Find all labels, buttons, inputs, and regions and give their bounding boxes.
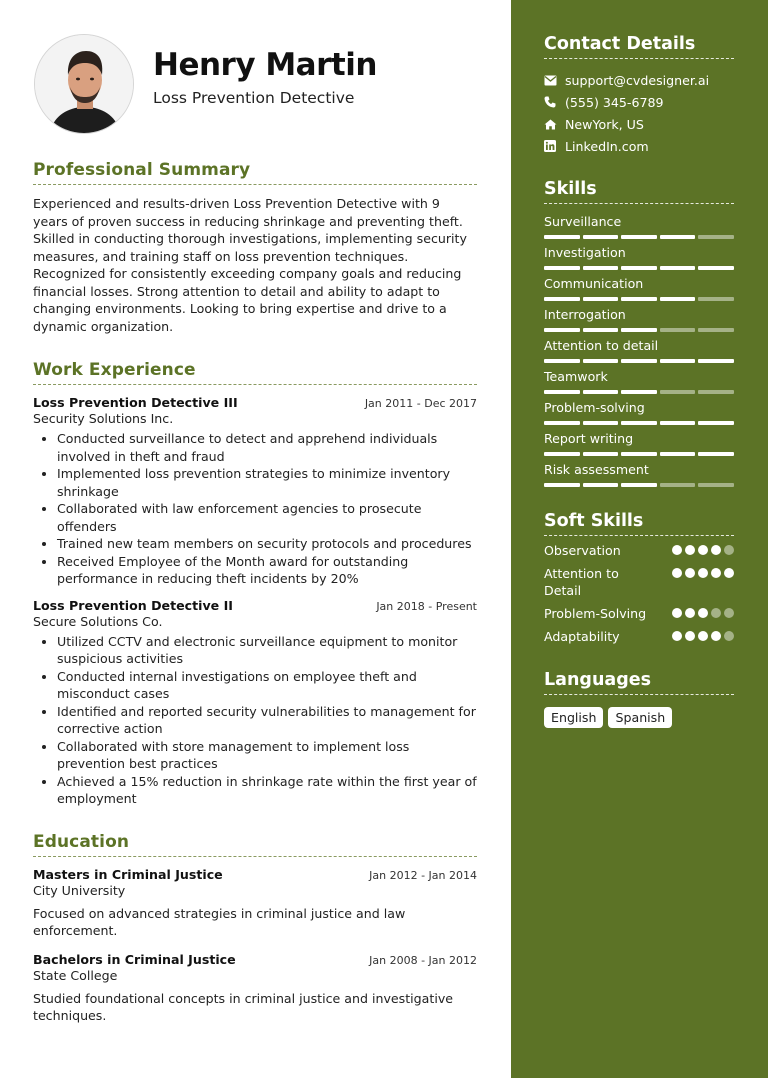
rating-dot	[698, 545, 708, 555]
person-avatar-icon	[35, 35, 134, 134]
skill-level-segment	[698, 297, 734, 301]
education-list	[33, 867, 477, 1025]
rating-dot	[672, 545, 682, 555]
education-entry	[33, 952, 477, 1025]
skill-name: Teamwork	[544, 369, 608, 384]
skill-item	[544, 276, 734, 301]
skill-name: Risk assessment	[544, 462, 649, 477]
skill-item	[544, 338, 734, 363]
skill-level-segment	[660, 266, 696, 270]
job-bullets	[33, 430, 477, 588]
contact-text: support@cvdesigner.ai	[565, 72, 710, 88]
skill-item	[544, 369, 734, 394]
rating-dot	[685, 568, 695, 578]
rating-dot	[711, 631, 721, 641]
section-title: Education	[33, 832, 477, 857]
section-title: Soft Skills	[544, 511, 734, 536]
skill-level-segment	[544, 359, 580, 363]
education-date: Jan 2008 - Jan 2012	[369, 953, 477, 967]
professional-summary-section	[33, 160, 477, 335]
skill-level-bar	[544, 266, 734, 270]
list-item: • Identified and reported security vulnerabilities to management for corrective action	[57, 703, 477, 738]
rating-dot	[711, 545, 721, 555]
list-item: • Collaborated with law enforcement agencies to prosecute offenders	[57, 500, 477, 535]
job-title: Loss Prevention Detective III	[33, 395, 238, 410]
section-title: Contact Details	[544, 34, 734, 59]
list-item: • Utilized CCTV and electronic surveillance equipment to monitor suspicious activities	[57, 633, 477, 668]
rating-dot	[698, 631, 708, 641]
skill-name: Communication	[544, 276, 644, 291]
skill-level-segment	[583, 297, 619, 301]
skill-level-segment	[660, 235, 696, 239]
rating-dot	[685, 545, 695, 555]
soft-skill-name: Observation	[544, 543, 621, 558]
language-badge: Spanish	[608, 707, 672, 728]
job-bullets	[33, 633, 477, 808]
degree-title: Bachelors in Criminal Justice	[33, 951, 236, 967]
section-title: Languages	[544, 670, 734, 695]
skill-level-segment	[621, 266, 657, 270]
contact-text: (555) 345-6789	[565, 94, 664, 110]
skill-name: Interrogation	[544, 307, 626, 322]
list-item: • Achieved a 15% reduction in shrinkage rate within the first year of employment	[57, 773, 477, 808]
skill-level-segment	[583, 359, 619, 363]
skill-level-segment	[660, 390, 696, 394]
skill-level-segment	[698, 421, 734, 425]
list-item: • Conducted internal investigations on employee theft and misconduct cases	[57, 668, 477, 703]
sidebar	[511, 0, 768, 1078]
skill-level-segment	[698, 235, 734, 239]
skill-item	[544, 245, 734, 270]
job-header	[33, 598, 477, 613]
skill-level-segment	[544, 266, 580, 270]
rating-dot	[698, 568, 708, 578]
skill-level-segment	[544, 297, 580, 301]
job-date: Jan 2018 - Present	[376, 599, 477, 613]
soft-skill-item	[544, 605, 734, 622]
job-list	[33, 395, 477, 808]
profile-photo	[34, 34, 134, 134]
soft-skill-name: Adaptability	[544, 629, 620, 644]
skill-level-segment	[544, 235, 580, 239]
candidate-role: Loss Prevention Detective	[153, 89, 355, 107]
languages-section	[544, 670, 734, 728]
contact-item	[544, 135, 734, 157]
rating-dot	[724, 631, 734, 641]
soft-skill-name: Attention to Detail	[544, 566, 619, 598]
skill-level-segment	[621, 483, 657, 487]
skill-level-segment	[583, 390, 619, 394]
skill-level-segment	[660, 421, 696, 425]
skill-level-segment	[660, 328, 696, 332]
soft-skill-rating	[672, 568, 734, 578]
skill-level-bar	[544, 297, 734, 301]
education-header	[33, 867, 477, 882]
linkedin-icon	[544, 140, 565, 152]
language-badge: English	[544, 707, 603, 728]
home-icon	[544, 119, 565, 130]
job-company: Security Solutions Inc.	[33, 411, 174, 426]
skill-item	[544, 462, 734, 487]
phone-icon	[544, 96, 565, 108]
skill-level-segment	[621, 297, 657, 301]
skill-level-segment	[621, 235, 657, 239]
education-entry	[33, 867, 477, 940]
skill-item	[544, 307, 734, 332]
skill-level-segment	[698, 390, 734, 394]
skill-level-segment	[583, 483, 619, 487]
education-section	[33, 832, 477, 1025]
skill-level-segment	[583, 235, 619, 239]
section-title: Professional Summary	[33, 160, 477, 185]
job-title: Loss Prevention Detective II	[33, 597, 233, 613]
skill-level-segment	[621, 328, 657, 332]
skill-level-segment	[660, 452, 696, 456]
education-header	[33, 952, 477, 967]
job-header	[33, 395, 477, 410]
skill-level-segment	[583, 328, 619, 332]
skill-level-segment	[621, 452, 657, 456]
soft-skill-rating	[672, 608, 734, 618]
job-entry	[33, 395, 477, 588]
soft-skill-rating	[672, 545, 734, 555]
soft-skill-item	[544, 542, 734, 559]
rating-dot	[724, 568, 734, 578]
contact-text: LinkedIn.com	[565, 138, 649, 154]
list-item: • Trained new team members on security protocols and procedures	[57, 535, 477, 553]
skill-level-segment	[698, 266, 734, 270]
skill-level-segment	[544, 390, 580, 394]
skill-level-segment	[621, 359, 657, 363]
soft-skill-item	[544, 565, 734, 599]
rating-dot	[711, 608, 721, 618]
education-description: Focused on advanced strategies in criminal justice and law enforcement.	[33, 905, 406, 938]
soft-skill-name: Problem-Solving	[544, 606, 647, 621]
skill-level-segment	[583, 266, 619, 270]
rating-dot	[698, 608, 708, 618]
skill-level-segment	[660, 359, 696, 363]
contact-section	[544, 34, 734, 157]
skill-name: Investigation	[544, 245, 626, 260]
job-date: Jan 2011 - Dec 2017	[364, 397, 477, 410]
rating-dot	[672, 568, 682, 578]
job-entry	[33, 598, 477, 808]
list-item: • Implemented loss prevention strategies to minimize inventory shrinkage	[57, 465, 477, 500]
skill-level-bar	[544, 390, 734, 394]
skill-level-segment	[660, 297, 696, 301]
skill-level-bar	[544, 421, 734, 425]
skill-level-bar	[544, 359, 734, 363]
skill-item	[544, 214, 734, 239]
education-date: Jan 2012 - Jan 2014	[369, 868, 477, 882]
work-experience-section	[33, 360, 477, 808]
rating-dot	[711, 568, 721, 578]
resume-header	[33, 0, 477, 160]
skills-section	[544, 179, 734, 487]
contact-item	[544, 91, 734, 113]
skills-list	[544, 214, 734, 487]
school-name: City University	[33, 882, 126, 898]
skill-level-segment	[544, 328, 580, 332]
rating-dot	[672, 608, 682, 618]
envelope-icon	[544, 75, 565, 86]
language-list	[544, 707, 734, 728]
skill-level-segment	[621, 390, 657, 394]
skill-level-segment	[698, 328, 734, 332]
degree-title: Masters in Criminal Justice	[33, 866, 223, 882]
skill-name: Attention to detail	[544, 338, 659, 353]
rating-dot	[724, 608, 734, 618]
skill-level-segment	[698, 359, 734, 363]
summary-text: Experienced and results-driven Loss Prevention Detective with 9 years of proven success in reducing shrinkage and preventing theft. Skilled in conducting thorough investigations, implementing security measures, and training staff on loss prevention techniques. Recognized for consistently exceeding company goals and reducing financial losses. Strong attention to detail and ability to adapt to changing environments. Looking to bring expertise and drive to a dynamic organization.	[33, 196, 467, 334]
rating-dot	[685, 631, 695, 641]
list-item: • Collaborated with store management to implement loss prevention best practices	[57, 738, 477, 773]
skill-level-segment	[621, 421, 657, 425]
soft-skills-list	[544, 542, 734, 645]
skill-level-bar	[544, 452, 734, 456]
skill-level-segment	[544, 452, 580, 456]
contact-list	[544, 69, 734, 157]
education-description: Studied foundational concepts in criminal justice and investigative techniques.	[33, 990, 454, 1023]
skill-level-segment	[698, 483, 734, 487]
skill-level-segment	[583, 452, 619, 456]
skill-item	[544, 400, 734, 425]
skill-name: Report writing	[544, 431, 634, 446]
list-item: • Conducted surveillance to detect and apprehend individuals involved in theft and fraud	[57, 430, 477, 465]
candidate-name: Henry Martin	[153, 47, 377, 83]
skill-level-segment	[583, 421, 619, 425]
skill-level-segment	[660, 483, 696, 487]
skill-name: Surveillance	[544, 214, 622, 229]
list-item: • Received Employee of the Month award for outstanding performance in reducing theft incidents by 20%	[57, 553, 477, 588]
contact-text: NewYork, US	[565, 116, 644, 132]
skill-level-bar	[544, 483, 734, 487]
rating-dot	[724, 545, 734, 555]
skill-level-segment	[544, 483, 580, 487]
skill-level-segment	[544, 421, 580, 425]
skill-name: Problem-solving	[544, 400, 645, 415]
rating-dot	[672, 631, 682, 641]
soft-skill-item	[544, 628, 734, 645]
school-name: State College	[33, 967, 118, 983]
section-title: Work Experience	[33, 360, 477, 385]
skill-item	[544, 431, 734, 456]
soft-skill-rating	[672, 631, 734, 641]
section-title: Skills	[544, 179, 734, 204]
contact-item	[544, 69, 734, 91]
rating-dot	[685, 608, 695, 618]
job-company: Secure Solutions Co.	[33, 613, 163, 629]
skill-level-segment	[698, 452, 734, 456]
contact-item	[544, 113, 734, 135]
skill-level-bar	[544, 328, 734, 332]
skill-level-bar	[544, 235, 734, 239]
soft-skills-section	[544, 511, 734, 645]
